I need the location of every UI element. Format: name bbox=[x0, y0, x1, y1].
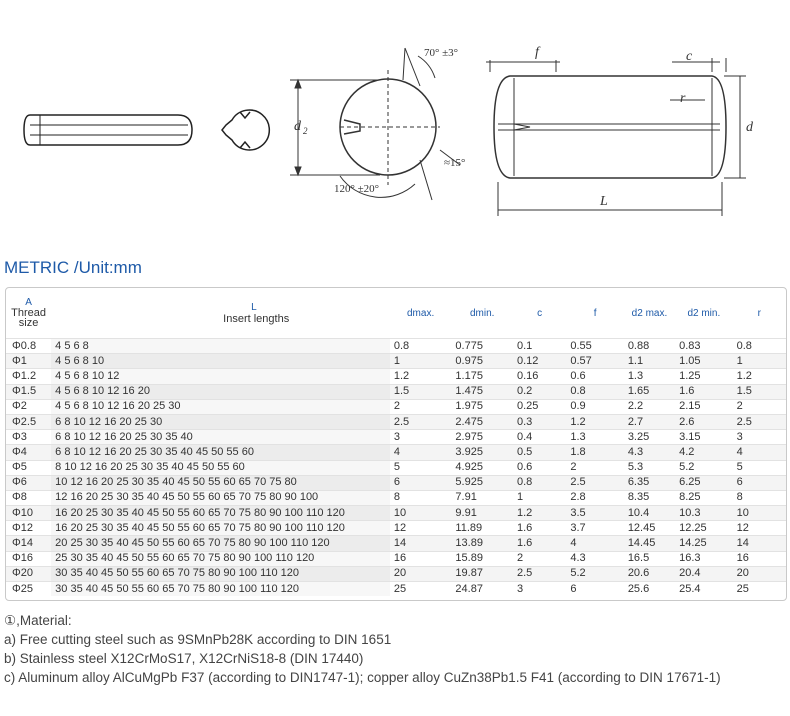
angle-bottom-label: 120° ±20° bbox=[334, 183, 380, 195]
cell-d2min: 6.25 bbox=[675, 475, 732, 490]
header-c: c bbox=[537, 307, 543, 319]
table-row bbox=[6, 582, 786, 597]
table-row bbox=[6, 430, 786, 445]
cell-c: 2.5 bbox=[513, 566, 566, 581]
pin-end-view bbox=[222, 110, 269, 150]
cell-d2max: 25.6 bbox=[624, 582, 675, 597]
cell-lengths: 4 5 6 8 bbox=[51, 339, 390, 354]
cell-c: 0.2 bbox=[513, 384, 566, 399]
table-row bbox=[6, 521, 786, 536]
d2-label: d bbox=[294, 119, 301, 134]
table-row bbox=[6, 369, 786, 384]
cell-size: Φ1.5 bbox=[6, 384, 51, 399]
header-length: L Insert lengths bbox=[223, 301, 290, 325]
header-f: f bbox=[593, 307, 597, 319]
cell-r: 4 bbox=[733, 445, 786, 460]
cell-f: 0.6 bbox=[566, 369, 623, 384]
cell-lengths: 4 5 6 8 10 12 bbox=[51, 369, 390, 384]
table-header-row bbox=[6, 288, 786, 339]
table-row bbox=[6, 339, 786, 354]
cell-dmax: 20 bbox=[390, 566, 452, 581]
cell-d2max: 1.65 bbox=[624, 384, 675, 399]
cell-d2max: 1.1 bbox=[624, 354, 675, 369]
cell-d2min: 25.4 bbox=[675, 582, 732, 597]
cell-r: 2.5 bbox=[733, 414, 786, 429]
cell-d2max: 12.45 bbox=[624, 521, 675, 536]
L-label: L bbox=[600, 194, 608, 209]
c-label: c bbox=[686, 49, 693, 64]
cell-size: Φ3 bbox=[6, 430, 51, 445]
cell-dmax: 0.8 bbox=[390, 339, 452, 354]
cell-f: 1.8 bbox=[566, 445, 623, 460]
cell-f: 2.8 bbox=[566, 490, 623, 505]
table-row bbox=[6, 460, 786, 475]
f-label: f bbox=[535, 45, 539, 60]
cell-c: 0.6 bbox=[513, 460, 566, 475]
cell-size: Φ6 bbox=[6, 475, 51, 490]
cell-size: Φ4 bbox=[6, 445, 51, 460]
d2-subscript: 2 bbox=[303, 126, 308, 136]
cell-lengths: 4 5 6 8 10 12 16 20 bbox=[51, 384, 390, 399]
cell-d2max: 6.35 bbox=[624, 475, 675, 490]
cell-c: 0.4 bbox=[513, 430, 566, 445]
cell-f: 0.9 bbox=[566, 399, 623, 414]
cell-dmin: 0.775 bbox=[451, 339, 513, 354]
cell-f: 1.2 bbox=[566, 414, 623, 429]
cell-d2min: 20.4 bbox=[675, 566, 732, 581]
cell-c: 1.2 bbox=[513, 506, 566, 521]
cross-section-view bbox=[290, 48, 460, 200]
cell-d2min: 1.05 bbox=[675, 354, 732, 369]
cell-c: 3 bbox=[513, 582, 566, 597]
cell-lengths: 6 8 10 12 16 20 25 30 35 40 45 50 55 60 bbox=[51, 445, 390, 460]
cell-c: 0.16 bbox=[513, 369, 566, 384]
cell-r: 25 bbox=[733, 582, 786, 597]
cell-size: Φ0.8 bbox=[6, 339, 51, 354]
cell-d2max: 4.3 bbox=[624, 445, 675, 460]
cell-f: 6 bbox=[566, 582, 623, 597]
header-dmax: dmax. bbox=[407, 307, 435, 319]
cell-dmin: 24.87 bbox=[451, 582, 513, 597]
cell-dmax: 12 bbox=[390, 521, 452, 536]
cell-d2min: 4.2 bbox=[675, 445, 732, 460]
header-d2max: d2 max. bbox=[631, 307, 668, 319]
cell-d2min: 2.6 bbox=[675, 414, 732, 429]
cell-f: 2.5 bbox=[566, 475, 623, 490]
longitudinal-view bbox=[486, 58, 746, 216]
cell-size: Φ14 bbox=[6, 536, 51, 551]
header-size: A Thread size bbox=[11, 297, 46, 329]
cell-dmax: 1.5 bbox=[390, 384, 452, 399]
cell-r: 2 bbox=[733, 399, 786, 414]
cell-c: 2 bbox=[513, 551, 566, 566]
cell-size: Φ20 bbox=[6, 566, 51, 581]
cell-dmin: 2.475 bbox=[451, 414, 513, 429]
note-heading: ①,Material: bbox=[4, 613, 72, 628]
cell-dmax: 5 bbox=[390, 460, 452, 475]
spec-table-container bbox=[5, 287, 787, 601]
cell-size: Φ5 bbox=[6, 460, 51, 475]
cell-f: 0.57 bbox=[566, 354, 623, 369]
cell-d2min: 12.25 bbox=[675, 521, 732, 536]
cell-d2min: 1.6 bbox=[675, 384, 732, 399]
cell-size: Φ8 bbox=[6, 490, 51, 505]
cell-d2min: 8.25 bbox=[675, 490, 732, 505]
cell-dmax: 8 bbox=[390, 490, 452, 505]
cell-d2max: 2.2 bbox=[624, 399, 675, 414]
cell-lengths: 4 5 6 8 10 12 16 20 25 30 bbox=[51, 399, 390, 414]
cell-d2max: 0.88 bbox=[624, 339, 675, 354]
cell-r: 3 bbox=[733, 430, 786, 445]
material-notes bbox=[4, 611, 721, 687]
cell-size: Φ12 bbox=[6, 521, 51, 536]
cell-size: Φ10 bbox=[6, 506, 51, 521]
cell-d2min: 14.25 bbox=[675, 536, 732, 551]
header-r: r bbox=[757, 307, 761, 319]
table-row bbox=[6, 354, 786, 369]
cell-dmax: 1 bbox=[390, 354, 452, 369]
cell-c: 0.5 bbox=[513, 445, 566, 460]
cell-d2min: 1.25 bbox=[675, 369, 732, 384]
table-body bbox=[6, 339, 786, 597]
cell-dmin: 9.91 bbox=[451, 506, 513, 521]
table-row bbox=[6, 475, 786, 490]
cell-size: Φ25 bbox=[6, 582, 51, 597]
cell-r: 16 bbox=[733, 551, 786, 566]
cell-lengths: 16 20 25 30 35 40 45 50 55 60 65 70 75 80 90 100 110 120 bbox=[51, 506, 390, 521]
cell-c: 1.6 bbox=[513, 536, 566, 551]
cell-r: 10 bbox=[733, 506, 786, 521]
cell-c: 0.25 bbox=[513, 399, 566, 414]
cell-dmin: 11.89 bbox=[451, 521, 513, 536]
angle-small-label: ≈15° bbox=[444, 157, 466, 169]
cell-size: Φ16 bbox=[6, 551, 51, 566]
cell-dmax: 14 bbox=[390, 536, 452, 551]
cell-size: Φ1.2 bbox=[6, 369, 51, 384]
cell-f: 4 bbox=[566, 536, 623, 551]
page-title: METRIC /Unit:mm bbox=[4, 258, 142, 277]
cell-dmin: 5.925 bbox=[451, 475, 513, 490]
cell-dmin: 1.175 bbox=[451, 369, 513, 384]
cell-f: 2 bbox=[566, 460, 623, 475]
cell-r: 8 bbox=[733, 490, 786, 505]
cell-d2max: 16.5 bbox=[624, 551, 675, 566]
cell-d2max: 20.6 bbox=[624, 566, 675, 581]
table-row bbox=[6, 384, 786, 399]
cell-c: 1 bbox=[513, 490, 566, 505]
cell-d2max: 8.35 bbox=[624, 490, 675, 505]
cell-dmin: 19.87 bbox=[451, 566, 513, 581]
cell-lengths: 4 5 6 8 10 bbox=[51, 354, 390, 369]
cell-dmin: 4.925 bbox=[451, 460, 513, 475]
cell-lengths: 12 16 20 25 30 35 40 45 50 55 60 65 70 75 80 90 100 bbox=[51, 490, 390, 505]
cell-r: 1.2 bbox=[733, 369, 786, 384]
cell-dmin: 15.89 bbox=[451, 551, 513, 566]
cell-f: 0.55 bbox=[566, 339, 623, 354]
cell-dmin: 13.89 bbox=[451, 536, 513, 551]
cell-r: 1 bbox=[733, 354, 786, 369]
cell-f: 5.2 bbox=[566, 566, 623, 581]
table-row bbox=[6, 506, 786, 521]
note-b: b) Stainless steel X12CrMoS17, X12CrNiS18-8 (DIN 17440) bbox=[4, 651, 364, 666]
cell-dmin: 2.975 bbox=[451, 430, 513, 445]
header-dmin: dmin. bbox=[469, 307, 495, 319]
cell-dmin: 3.925 bbox=[451, 445, 513, 460]
cell-c: 1.6 bbox=[513, 521, 566, 536]
cell-d2max: 1.3 bbox=[624, 369, 675, 384]
cell-c: 0.12 bbox=[513, 354, 566, 369]
cell-dmax: 2 bbox=[390, 399, 452, 414]
cell-lengths: 30 35 40 45 50 55 60 65 70 75 80 90 100 110 120 bbox=[51, 566, 390, 581]
cell-d2min: 5.2 bbox=[675, 460, 732, 475]
table-row bbox=[6, 399, 786, 414]
cell-r: 6 bbox=[733, 475, 786, 490]
cell-lengths: 20 25 30 35 40 45 50 55 60 65 70 75 80 90 100 110 120 bbox=[51, 536, 390, 551]
angle-top-label: 70° ±3° bbox=[424, 47, 459, 59]
note-a: a) Free cutting steel such as 9SMnPb28K according to DIN 1651 bbox=[4, 632, 392, 647]
cell-dmax: 25 bbox=[390, 582, 452, 597]
cell-r: 5 bbox=[733, 460, 786, 475]
table-row bbox=[6, 445, 786, 460]
cell-dmin: 1.475 bbox=[451, 384, 513, 399]
cell-dmin: 0.975 bbox=[451, 354, 513, 369]
cell-lengths: 16 20 25 30 35 40 45 50 55 60 65 70 75 80 90 100 110 120 bbox=[51, 521, 390, 536]
cell-dmin: 7.91 bbox=[451, 490, 513, 505]
header-d2min: d2 min. bbox=[687, 307, 721, 319]
table-row bbox=[6, 536, 786, 551]
cell-f: 4.3 bbox=[566, 551, 623, 566]
cell-f: 1.3 bbox=[566, 430, 623, 445]
cell-r: 12 bbox=[733, 521, 786, 536]
cell-d2max: 10.4 bbox=[624, 506, 675, 521]
cell-r: 14 bbox=[733, 536, 786, 551]
cell-dmax: 10 bbox=[390, 506, 452, 521]
r-label: r bbox=[680, 91, 686, 106]
cell-dmax: 1.2 bbox=[390, 369, 452, 384]
cell-size: Φ2.5 bbox=[6, 414, 51, 429]
cell-d2min: 10.3 bbox=[675, 506, 732, 521]
cell-c: 0.1 bbox=[513, 339, 566, 354]
cell-dmax: 2.5 bbox=[390, 414, 452, 429]
table-row bbox=[6, 490, 786, 505]
cell-lengths: 30 35 40 45 50 55 60 65 70 75 80 90 100 110 120 bbox=[51, 582, 390, 597]
cell-f: 3.7 bbox=[566, 521, 623, 536]
cell-d2min: 0.83 bbox=[675, 339, 732, 354]
technical-drawing bbox=[0, 0, 790, 245]
spec-table bbox=[6, 288, 786, 596]
cell-dmin: 1.975 bbox=[451, 399, 513, 414]
cell-size: Φ1 bbox=[6, 354, 51, 369]
cell-lengths: 25 30 35 40 45 50 55 60 65 70 75 80 90 100 110 120 bbox=[51, 551, 390, 566]
cell-dmax: 6 bbox=[390, 475, 452, 490]
cell-c: 0.8 bbox=[513, 475, 566, 490]
cell-d2max: 2.7 bbox=[624, 414, 675, 429]
cell-r: 1.5 bbox=[733, 384, 786, 399]
table-row bbox=[6, 566, 786, 581]
cell-d2min: 2.15 bbox=[675, 399, 732, 414]
cell-dmax: 16 bbox=[390, 551, 452, 566]
cell-lengths: 10 12 16 20 25 30 35 40 45 50 55 60 65 70 75 80 bbox=[51, 475, 390, 490]
cell-lengths: 6 8 10 12 16 20 25 30 35 40 bbox=[51, 430, 390, 445]
pin-side-view bbox=[24, 115, 192, 145]
cell-d2min: 16.3 bbox=[675, 551, 732, 566]
cell-d2max: 5.3 bbox=[624, 460, 675, 475]
cell-d2min: 3.15 bbox=[675, 430, 732, 445]
cell-c: 0.3 bbox=[513, 414, 566, 429]
table-row bbox=[6, 414, 786, 429]
cell-dmax: 4 bbox=[390, 445, 452, 460]
cell-d2max: 14.45 bbox=[624, 536, 675, 551]
cell-dmax: 3 bbox=[390, 430, 452, 445]
cell-d2max: 3.25 bbox=[624, 430, 675, 445]
d-label: d bbox=[746, 120, 753, 135]
cell-size: Φ2 bbox=[6, 399, 51, 414]
cell-lengths: 6 8 10 12 16 20 25 30 bbox=[51, 414, 390, 429]
table-row bbox=[6, 551, 786, 566]
cell-f: 3.5 bbox=[566, 506, 623, 521]
cell-r: 20 bbox=[733, 566, 786, 581]
cell-r: 0.8 bbox=[733, 339, 786, 354]
note-c: c) Aluminum alloy AlCuMgPb F37 (according to DIN1747-1); copper alloy CuZn38Pb1.5 F41 (according to DIN 17671-1) bbox=[4, 670, 721, 685]
cell-lengths: 8 10 12 16 20 25 30 35 40 45 50 55 60 bbox=[51, 460, 390, 475]
cell-f: 0.8 bbox=[566, 384, 623, 399]
